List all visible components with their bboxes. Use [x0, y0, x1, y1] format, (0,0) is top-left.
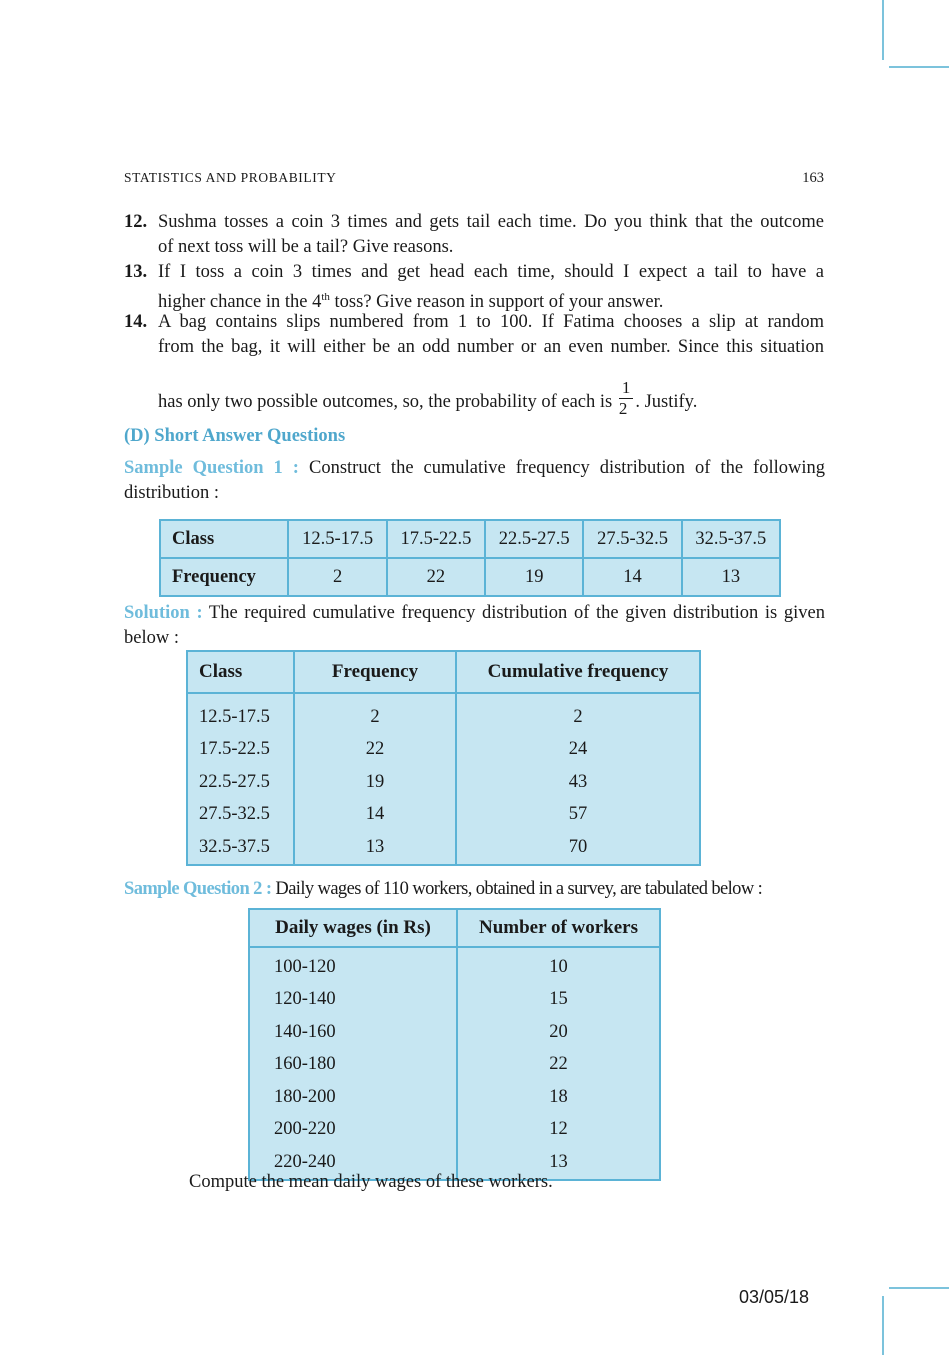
- question-line: [158, 378, 824, 423]
- question-line: Sushma tosses a coin 3 times and gets tail each time. Do you think that the outcome: [158, 212, 824, 232]
- question-number: 14.: [124, 312, 148, 332]
- row-header: Frequency: [160, 558, 288, 596]
- table-cell: 13: [294, 831, 456, 865]
- question-text: . Justify.: [635, 391, 698, 412]
- table-cell: 19: [294, 766, 456, 799]
- table-cell: 18: [457, 1081, 660, 1114]
- sample-question-label: Sample Question 2 :: [124, 879, 272, 899]
- footer-date: 03/05/18: [739, 1287, 810, 1307]
- table-cell: 70: [456, 831, 700, 865]
- column-header: Class: [187, 651, 294, 693]
- question-line: A bag contains slips numbered from 1 to 100. If Fatima chooses a slip at random: [158, 312, 824, 332]
- table-cell: 220-240: [249, 1146, 457, 1180]
- table-cell: 22: [294, 734, 456, 767]
- page-number: 163: [802, 170, 824, 186]
- table-cell: 24: [456, 734, 700, 767]
- table-cell: 12.5-17.5: [288, 520, 386, 558]
- fraction: [619, 378, 634, 419]
- question-number: 13.: [124, 262, 148, 282]
- table-cell: 10: [457, 947, 660, 984]
- table-cell: 180-200: [249, 1081, 457, 1114]
- table-cell: 27.5-32.5: [187, 799, 294, 832]
- table-cell: 32.5-37.5: [682, 520, 780, 558]
- question-14: [124, 310, 824, 423]
- table-cell: 22.5-27.5: [485, 520, 583, 558]
- header-row: [249, 909, 660, 947]
- table-cell: 15: [457, 984, 660, 1017]
- table-cell: 57: [456, 799, 700, 832]
- table-cell: 160-180: [249, 1049, 457, 1082]
- column-header: Number of workers: [457, 909, 660, 947]
- question-12: [124, 210, 824, 260]
- table-cell: 200-220: [249, 1114, 457, 1147]
- sample-question-text: Construct the cumulative frequency distribution of the following distribution :: [124, 458, 825, 503]
- question-text: toss? Give reason in support of your answer.: [329, 292, 664, 313]
- crop-mark-bottom-horizontal: [889, 1287, 949, 1289]
- fraction-numerator: 1: [619, 378, 634, 399]
- column-header: Daily wages (in Rs): [249, 909, 457, 947]
- table-cell: 22.5-27.5: [187, 766, 294, 799]
- table-cell: 100-120: [249, 947, 457, 984]
- table-cell: 32.5-37.5: [187, 831, 294, 865]
- table-cell: 2: [294, 693, 456, 734]
- crop-mark-top-vertical: [882, 0, 884, 60]
- ordinal-suffix: th: [321, 291, 330, 303]
- table-row: [187, 734, 700, 767]
- solution: [124, 601, 825, 651]
- crop-mark-bottom-vertical: [882, 1296, 884, 1355]
- section-heading: (D) Short Answer Questions: [124, 426, 346, 446]
- table-cell: 17.5-22.5: [187, 734, 294, 767]
- question-line: from the bag, it will either be an odd number or an even number. Since this situation: [158, 337, 824, 357]
- sample-question-1: [124, 456, 825, 506]
- table-row: [249, 1114, 660, 1147]
- table-row: [187, 831, 700, 865]
- question-13: [124, 260, 824, 315]
- table-cell: 27.5-32.5: [583, 520, 681, 558]
- table-cell: 14: [294, 799, 456, 832]
- question-text: has only two possible outcomes, so, the probability of each is: [158, 391, 613, 412]
- question-line: If I toss a coin 3 times and get head each time, should I expect a tail to have a: [158, 262, 824, 282]
- table-row: [160, 558, 780, 596]
- table-cell: 17.5-22.5: [387, 520, 485, 558]
- table-row: [160, 520, 780, 558]
- table-row: [187, 766, 700, 799]
- sample-question-2: [124, 879, 826, 900]
- header-row: [187, 651, 700, 693]
- table-row: [249, 984, 660, 1017]
- solution-text: The required cumulative frequency distribution of the given distribution is given below :: [124, 603, 825, 648]
- table-row: [249, 947, 660, 984]
- table-cell: 12: [457, 1114, 660, 1147]
- table-cell: 22: [387, 558, 485, 596]
- distribution-table: [159, 519, 781, 597]
- table-row: [249, 1016, 660, 1049]
- table-row: [187, 799, 700, 832]
- table-cell: 19: [485, 558, 583, 596]
- table-cell: 12.5-17.5: [187, 693, 294, 734]
- question-text: higher chance in the 4: [158, 292, 322, 313]
- sample-question-label: Sample Question 1 :: [124, 458, 299, 478]
- table-cell: 13: [457, 1146, 660, 1180]
- crop-mark-top-horizontal: [889, 66, 949, 68]
- running-head: [124, 170, 824, 186]
- table-cell: 140-160: [249, 1016, 457, 1049]
- chapter-title: STATISTICS AND PROBABILITY: [124, 170, 337, 185]
- cumulative-frequency-table: [186, 650, 701, 866]
- question-number: 12.: [124, 212, 148, 232]
- table-row: [249, 1049, 660, 1082]
- table-cell: 120-140: [249, 984, 457, 1017]
- table-cell: 2: [456, 693, 700, 734]
- sample-question-text: Daily wages of 110 workers, obtained in a survey, are tabulated below :: [271, 879, 763, 899]
- table-cell: 43: [456, 766, 700, 799]
- row-header: Class: [160, 520, 288, 558]
- fraction-denominator: 2: [618, 399, 628, 418]
- table-cell: 14: [583, 558, 681, 596]
- table-row: [249, 1081, 660, 1114]
- solution-label: Solution :: [124, 603, 203, 623]
- table-cell: 20: [457, 1016, 660, 1049]
- column-header: Cumulative frequency: [456, 651, 700, 693]
- column-header: Frequency: [294, 651, 456, 693]
- daily-wages-table: [248, 908, 661, 1181]
- question-line: of next toss will be a tail? Give reasons.: [158, 237, 454, 257]
- table-cell: 13: [682, 558, 780, 596]
- table-row: [187, 693, 700, 734]
- compute-instruction: Compute the mean daily wages of these workers.: [189, 1172, 553, 1192]
- table-cell: 22: [457, 1049, 660, 1082]
- table-cell: 2: [288, 558, 386, 596]
